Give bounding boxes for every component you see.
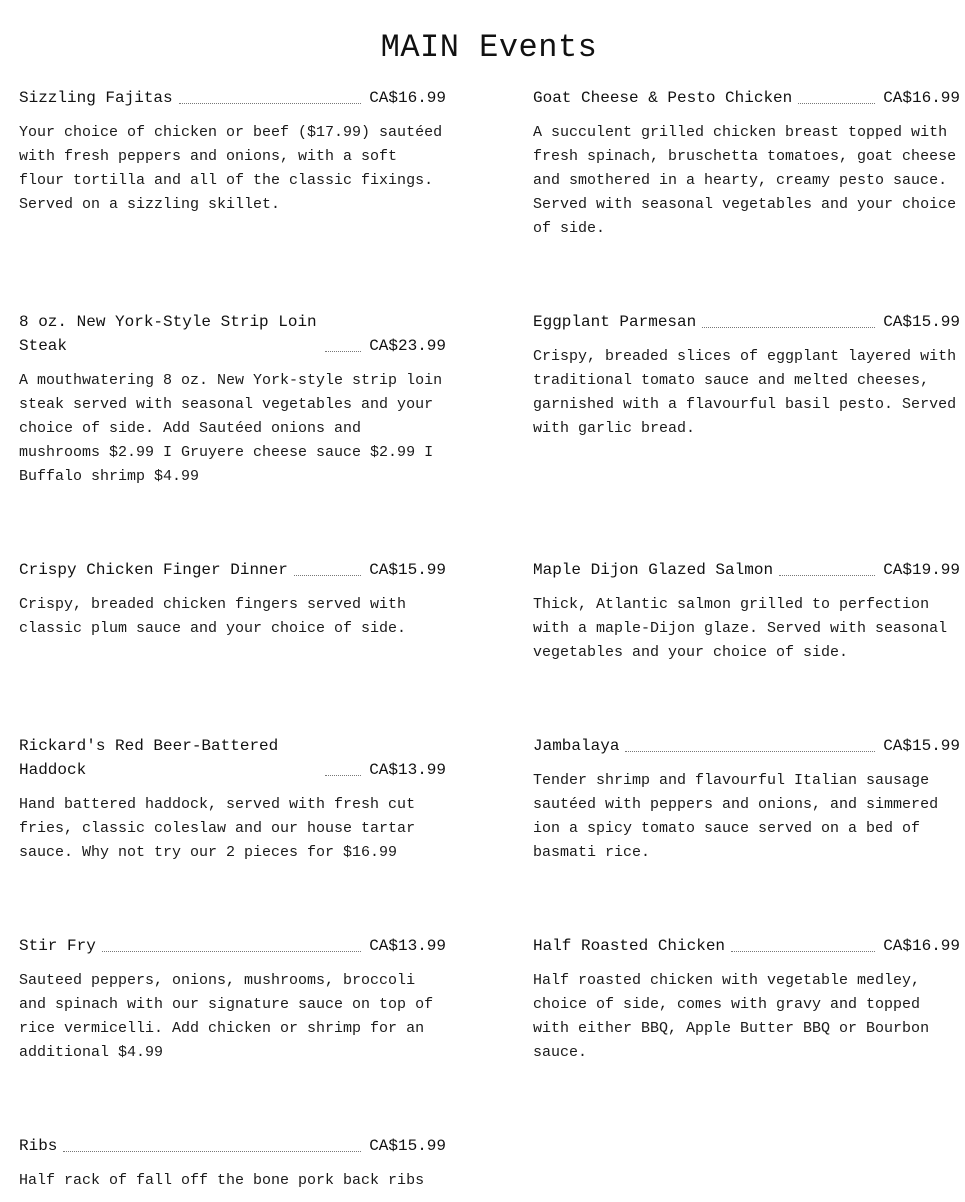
item-description: A mouthwatering 8 oz. New York-style strip loin steak served with seasonal vegetables and your choice of side. Add Sautéed onions and mushrooms $2.99 I Gruyere cheese sauce $2.99 I Buffalo shrimp $4.99 — [19, 372, 443, 485]
item-price: CA$16.99 — [883, 89, 960, 107]
item-name: Stir Fry — [19, 937, 96, 955]
item-header — [19, 86, 446, 110]
item-name: Jambalaya — [533, 737, 620, 755]
item-price: CA$16.99 — [369, 89, 446, 107]
item-description: A succulent grilled chicken breast topped with fresh spinach, bruschetta tomatoes, goat cheese and smothered in a hearty, creamy pesto sauce. Served with seasonal vegetables and your choice of side. — [533, 124, 957, 237]
item-description: Half roasted chicken with vegetable medley, choice of side, comes with gravy and topped with either BBQ, Apple Butter BBQ or Bourbon sauce. — [533, 972, 930, 1061]
dot-leader — [294, 574, 361, 576]
item-name: Sizzling Fajitas — [19, 89, 173, 107]
menu-item-goat-cheese-pesto-chicken — [533, 86, 960, 241]
item-price: CA$23.99 — [369, 337, 446, 355]
item-header — [19, 934, 446, 958]
menu-item-jambalaya — [533, 734, 960, 865]
menu-item-ribs — [19, 1134, 446, 1193]
dot-leader — [179, 102, 362, 104]
item-description: Your choice of chicken or beef ($17.99) sautéed with fresh peppers and onions, with a soft flour tortilla and all of the classic fixings. Served on a sizzling skillet. — [19, 124, 443, 213]
item-description: Half rack of fall off the bone pork back ribs — [19, 1172, 425, 1189]
item-name: Eggplant Parmesan — [533, 313, 697, 331]
item-price: CA$15.99 — [883, 313, 960, 331]
item-name: Rickard's Red Beer-Battered Haddock — [19, 737, 279, 779]
item-header — [533, 734, 960, 758]
dot-leader — [102, 950, 361, 952]
dot-leader — [798, 102, 875, 104]
page-title: MAIN Events — [380, 29, 598, 66]
item-description: Crispy, breaded chicken fingers served with classic plum sauce and your choice of side. — [19, 596, 407, 637]
dot-leader — [779, 574, 875, 576]
item-name: Maple Dijon Glazed Salmon — [533, 561, 774, 579]
menu-item-strip-loin-steak — [19, 310, 446, 489]
item-name: Half Roasted Chicken — [533, 937, 726, 955]
menu-item-stir-fry — [19, 934, 446, 1065]
menu-item-maple-dijon-glazed-salmon — [533, 558, 960, 665]
dot-leader — [63, 1150, 361, 1152]
item-price: CA$13.99 — [369, 761, 446, 779]
dot-leader — [325, 350, 361, 352]
dot-leader — [731, 950, 875, 952]
item-header — [533, 310, 960, 334]
dot-leader — [625, 750, 875, 752]
menu-item-sizzling-fajitas — [19, 86, 446, 217]
item-header — [19, 1134, 446, 1158]
item-header — [533, 86, 960, 110]
menu-item-crispy-chicken-finger-dinner — [19, 558, 446, 641]
item-header — [19, 734, 446, 782]
item-price: CA$15.99 — [369, 1137, 446, 1155]
item-description: Sauteed peppers, onions, mushrooms, broccoli and spinach with our signature sauce on top of rice vermicelli. Add chicken or shrimp for an additional $4.99 — [19, 972, 434, 1061]
item-price: CA$19.99 — [883, 561, 960, 579]
menu-item-beer-battered-haddock — [19, 734, 446, 865]
item-price: CA$15.99 — [369, 561, 446, 579]
item-name: Crispy Chicken Finger Dinner — [19, 561, 288, 579]
item-name: Goat Cheese & Pesto Chicken — [533, 89, 793, 107]
item-price: CA$16.99 — [883, 937, 960, 955]
item-name: Ribs — [19, 1137, 58, 1155]
item-description: Crispy, breaded slices of eggplant layered with traditional tomato sauce and melted cheeses, garnished with a flavourful basil pesto. Served with garlic bread. — [533, 348, 957, 437]
menu-item-eggplant-parmesan — [533, 310, 960, 441]
item-price: CA$15.99 — [883, 737, 960, 755]
item-name: 8 oz. New York-Style Strip Loin Steak — [19, 313, 317, 355]
item-header — [533, 934, 960, 958]
menu-item-half-roasted-chicken — [533, 934, 960, 1065]
item-price: CA$13.99 — [369, 937, 446, 955]
item-header — [19, 558, 446, 582]
dot-leader — [325, 774, 361, 776]
dot-leader — [702, 326, 875, 328]
item-header — [533, 558, 960, 582]
item-description: Thick, Atlantic salmon grilled to perfection with a maple-Dijon glaze. Served with seasonal vegetables and your choice of side. — [533, 596, 948, 661]
item-description: Tender shrimp and flavourful Italian sausage sautéed with peppers and onions, and simmered ion a spicy tomato sauce served on a bed of basmati rice. — [533, 772, 939, 861]
item-header — [19, 310, 446, 358]
item-description: Hand battered haddock, served with fresh cut fries, classic coleslaw and our house tartar sauce. Why not try our 2 pieces for $16.99 — [19, 796, 416, 861]
